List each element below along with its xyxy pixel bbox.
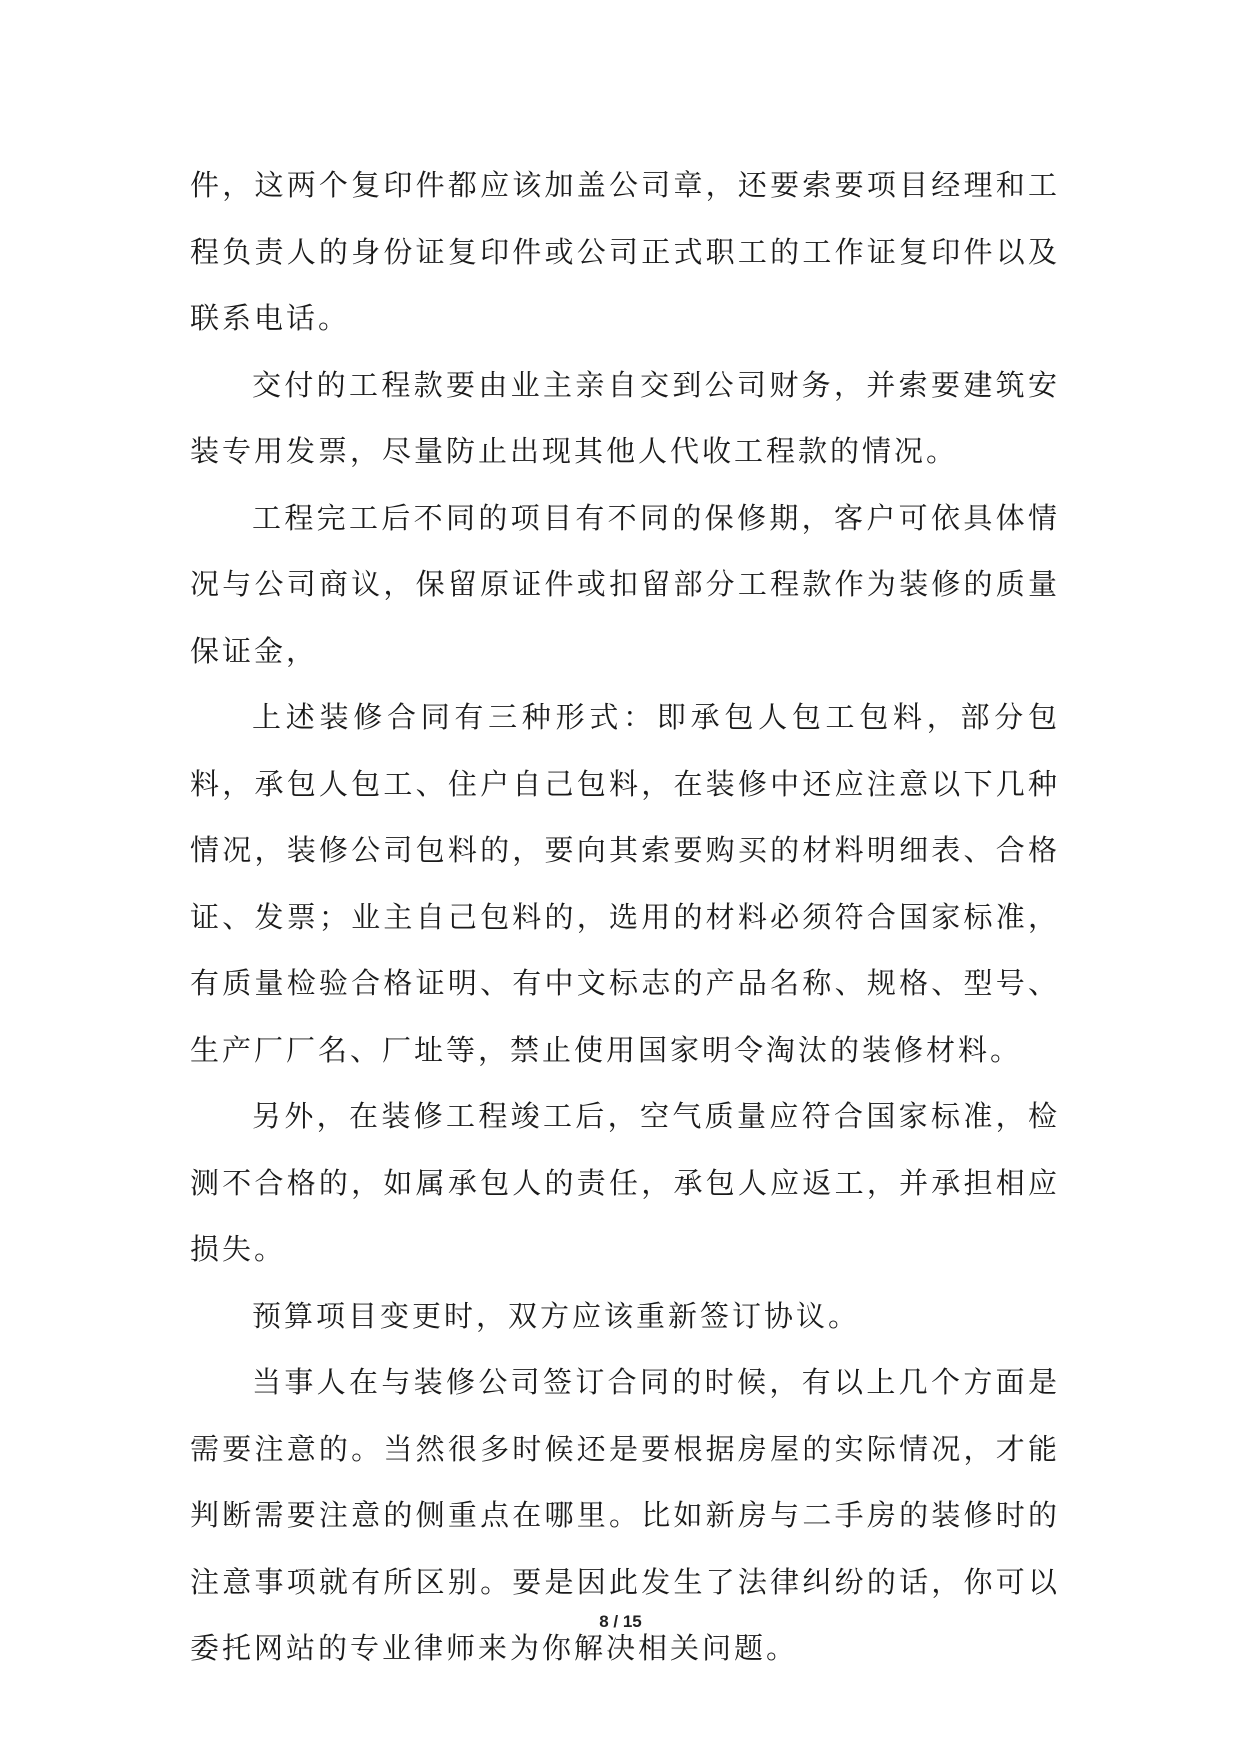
- paragraph-2: 交付的工程款要由业主亲自交到公司财务，并索要建筑安装专用发票，尽量防止出现其他人代收工程款的情况。: [190, 367, 1060, 468]
- page-number: 8 / 15: [599, 1612, 642, 1631]
- paragraph-5: 另外，在装修工程竣工后，空气质量应符合国家标准，检测不合格的，如属承包人的责任，承包人应返工，并承担相应损失。: [190, 1099, 1060, 1266]
- paragraph-7: 当事人在与装修公司签订合同的时候，有以上几个方面是需要注意的。当然很多时候还是要根据房屋的实际情况，才能判断需要注意的侧重点在哪里。比如新房与二手房的装修时的注意事项就有所区别。要是因此发生了法律纠纷的话，你可以委托网站的专业律师来为你解决相关问题。: [190, 1365, 1060, 1665]
- paragraph-3: 工程完工后不同的项目有不同的保修期，客户可依具体情况与公司商议，保留原证件或扣留部分工程款作为装修的质量保证金，: [190, 500, 1060, 668]
- paragraph-1: 件，这两个复印件都应该加盖公司章，还要索要项目经理和工程负责人的身份证复印件或公司正式职工的工作证复印件以及联系电话。: [190, 168, 1060, 335]
- paragraph-6: 预算项目变更时，双方应该重新签订协议。: [252, 1298, 861, 1333]
- document-body: [190, 152, 1060, 1682]
- paragraph-4: 上述装修合同有三种形式：即承包人包工包料，部分包料，承包人包工、住户自己包料，在装修中还应注意以下几种情况，装修公司包料的，要向其索要购买的材料明细表、合格证、发票；业主自己包料的，选用的材料必须符合国家标准，有质量检验合格证明、有中文标志的产品名称、规格、型号、生产厂厂名、厂址等，禁止使用国家明令淘汰的装修材料。: [190, 700, 1060, 1067]
